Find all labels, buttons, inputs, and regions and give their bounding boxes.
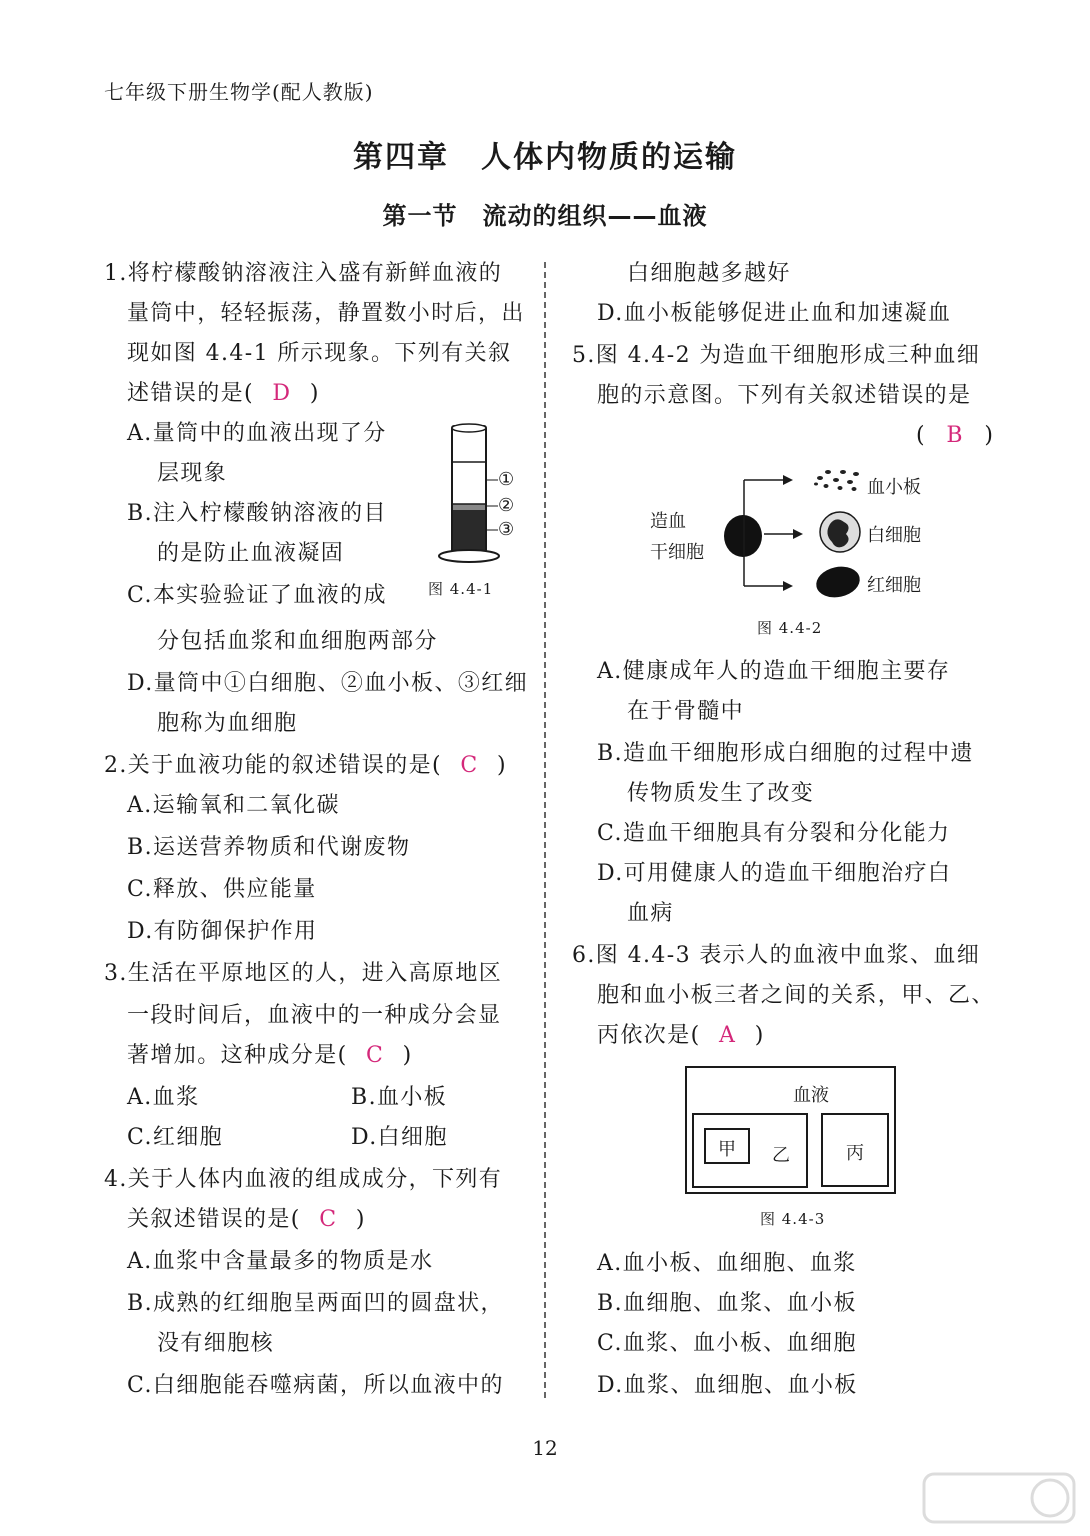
q1-option-d-cont: 胞称为血细胞 xyxy=(157,711,298,736)
box-jia-label: 甲 xyxy=(718,1139,736,1160)
q4-option-b-cont: 没有细胞核 xyxy=(157,1331,275,1356)
q4-option-c: C.白细胞能吞噬病菌，所以血液中的 xyxy=(127,1373,504,1398)
section-title: 第一节 流动的组织——血液 xyxy=(382,202,708,230)
q6-option-d: D.血浆、血细胞、血小板 xyxy=(597,1373,858,1398)
q1-line: 现如图 4.4-1 所示现象。下列有关叙 xyxy=(127,341,512,366)
page-number: 12 xyxy=(532,1436,558,1460)
q2-stem xyxy=(104,746,507,786)
cylinder-label-1: ① xyxy=(498,469,515,490)
box-yi-label: 乙 xyxy=(772,1145,790,1166)
q3-line: 3.生活在平原地区的人，进入高原地区 xyxy=(104,961,503,986)
q6-close-paren: ) xyxy=(754,1023,765,1048)
q4-option-b: B.成熟的红细胞呈两面凹的圆盘状， xyxy=(127,1291,504,1316)
q3-option-c: C.红细胞 xyxy=(127,1125,224,1150)
q1-option-c: C.本实验验证了血液的成 xyxy=(127,583,387,608)
platelet-label: 血小板 xyxy=(867,477,921,498)
q4-stem-end xyxy=(127,1200,366,1240)
platelet-dots xyxy=(814,470,859,491)
q1-option-a: A.量筒中的血液出现了分 xyxy=(127,421,387,446)
q1-stem-tail: 述错误的是( xyxy=(127,381,254,406)
cylinder-label-2: ② xyxy=(498,495,515,516)
q2-answer: C xyxy=(460,753,479,778)
chapter-title: 第四章 人体内物质的运输 xyxy=(353,140,737,175)
book-header: 七年级下册生物学(配人教版) xyxy=(104,80,374,104)
q1-stem-end xyxy=(127,374,320,414)
q4-line: 4.关于人体内血液的组成成分，下列有 xyxy=(104,1167,503,1192)
q1-option-b-cont: 的是防止血液凝固 xyxy=(157,541,345,566)
cylinder-label-3: ③ xyxy=(498,519,515,540)
q5-answer-bracket xyxy=(916,416,994,456)
q4-answer: C xyxy=(319,1207,338,1232)
q2-option-b: B.运送营养物质和代谢废物 xyxy=(127,835,411,860)
graduated-cylinder-figure xyxy=(430,420,530,570)
q6-answer: A xyxy=(719,1023,737,1048)
box-bing-label: 丙 xyxy=(846,1143,864,1164)
q3-option-d: D.白细胞 xyxy=(351,1125,448,1150)
q1-option-c-cont: 分包括血浆和血细胞两部分 xyxy=(157,629,438,654)
q6-line: 6.图 4.4-3 表示人的血液中血浆、血细 xyxy=(572,943,981,968)
q1-close-paren: ) xyxy=(309,381,320,406)
q5-option-b-cont: 传物质发生了改变 xyxy=(627,781,815,806)
q4-stem-tail: 关叙述错误的是( xyxy=(127,1207,301,1232)
q3-line: 一段时间后，血液中的一种成分会显 xyxy=(127,1003,502,1028)
q6-stem-tail: 丙依次是( xyxy=(597,1023,701,1048)
q3-option-b: B.血小板 xyxy=(351,1085,448,1110)
q5-close-paren: ) xyxy=(984,423,995,448)
q6-option-a: A.血小板、血细胞、血浆 xyxy=(597,1251,857,1276)
q1-option-d: D.量筒中①白细胞、②血小板、③红细 xyxy=(127,671,529,696)
q5-option-a: A.健康成年人的造血干细胞主要存 xyxy=(597,659,951,684)
q5-line: 5.图 4.4-2 为造血干细胞形成三种血细 xyxy=(572,343,981,368)
q6-option-c: C.血浆、血小板、血细胞 xyxy=(597,1331,857,1356)
figure-caption: 图 4.4-2 xyxy=(757,619,823,637)
column-divider xyxy=(544,262,546,1398)
q1-line: 1.将柠檬酸钠溶液注入盛有新鲜血液的 xyxy=(104,261,503,286)
q2-option-c: C.释放、供应能量 xyxy=(127,877,317,902)
q5-option-d-cont: 血病 xyxy=(627,901,674,926)
q3-close-paren: ) xyxy=(402,1043,413,1068)
q4-close-paren: ) xyxy=(355,1207,366,1232)
figure-caption: 图 4.4-1 xyxy=(428,580,494,598)
q3-option-a: A.血浆 xyxy=(127,1085,200,1110)
q4-option-a: A.血浆中含量最多的物质是水 xyxy=(127,1249,434,1274)
blood-box-label: 血液 xyxy=(793,1085,829,1106)
q2-close-paren: ) xyxy=(497,753,508,778)
q6-option-b: B.血细胞、血浆、血小板 xyxy=(597,1291,857,1316)
q5-option-b: B.造血干细胞形成白细胞的过程中遗 xyxy=(597,741,974,766)
stem-cell-label: 干细胞 xyxy=(650,542,704,563)
q4-option-c-cont: 白细胞越多越好 xyxy=(627,261,791,286)
q5-open-paren: ( xyxy=(916,423,926,448)
q6-stem-end xyxy=(597,1016,765,1056)
q1-answer: D xyxy=(272,381,292,406)
q4-option-d: D.血小板能够促进止血和加速凝血 xyxy=(597,301,952,326)
q3-answer: C xyxy=(366,1043,385,1068)
q1-option-b: B.注入柠檬酸钠溶液的目 xyxy=(127,501,387,526)
q2-stem-text: 2.关于血液功能的叙述错误的是( xyxy=(104,753,442,778)
watermark-logo xyxy=(920,1468,1080,1528)
stem-cell-label: 造血 xyxy=(650,511,686,532)
q5-option-a-cont: 在于骨髓中 xyxy=(627,699,745,724)
q3-stem-end xyxy=(127,1036,413,1076)
rbc-label: 红细胞 xyxy=(867,575,921,596)
q5-line: 胞的示意图。下列有关叙述错误的是 xyxy=(597,383,972,408)
q2-option-a: A.运输氧和二氧化碳 xyxy=(127,793,340,818)
q3-stem-tail: 著增加。这种成分是( xyxy=(127,1043,348,1068)
wbc-label: 白细胞 xyxy=(867,525,921,546)
q1-option-a-cont: 层现象 xyxy=(157,461,228,486)
q2-option-d: D.有防御保护作用 xyxy=(127,919,318,944)
figure-caption: 图 4.4-3 xyxy=(760,1210,826,1228)
q5-answer: B xyxy=(946,423,964,448)
q5-option-d: D.可用健康人的造血干细胞治疗白 xyxy=(597,861,952,886)
q1-line: 量筒中，轻轻振荡，静置数小时后，出 xyxy=(127,301,525,326)
q6-line: 胞和血小板三者之间的关系，甲、乙、 xyxy=(597,983,995,1008)
q5-option-c: C.造血干细胞具有分裂和分化能力 xyxy=(597,821,951,846)
